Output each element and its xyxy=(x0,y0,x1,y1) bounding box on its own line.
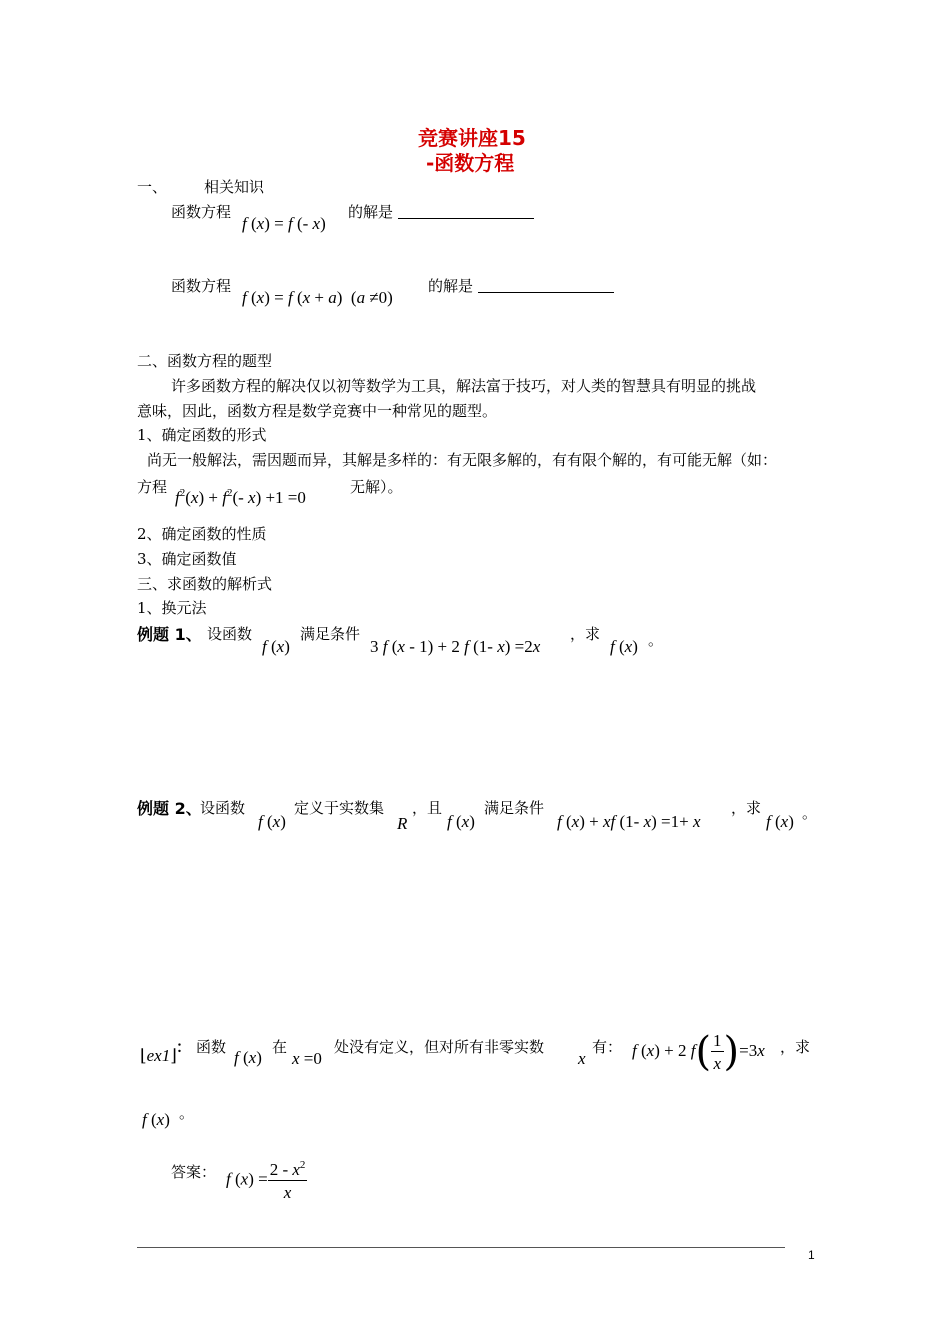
ex1-equation: f (x) + 2 f( $\frac{1}{x}$ )=3x xyxy=(632,1029,765,1075)
answer-label: 答案： xyxy=(171,1163,217,1181)
ex1-fx: f (x) xyxy=(234,1048,262,1067)
example2-find-fx: f (x) xyxy=(766,812,794,831)
example2-text5: ，求 xyxy=(731,799,762,817)
q1-prefix: 函数方程 xyxy=(171,203,232,221)
example1-equation: 3 f (x - 1) + 2 f (1- x) =2x xyxy=(370,637,541,656)
example2-end: 。 xyxy=(802,804,818,822)
section2-item3: 3、确定函数值 xyxy=(137,550,237,568)
ex1-var-x: x xyxy=(578,1049,586,1068)
example1-text3: ，求 xyxy=(570,625,601,643)
section2-item2: 2、确定函数的性质 xyxy=(137,525,267,543)
section2-para-line1: 许多函数方程的解决仅以初等数学为工具，解法富于技巧，对人类的智慧具有明显的挑战 xyxy=(171,377,757,395)
answer-formula: f (x) = $\frac{2 - x^2}{x}$ xyxy=(226,1159,306,1202)
no-solution-equation: $f^2(x) + f^2(-$ x) +1 =0 xyxy=(175,487,306,507)
q1-suffix: 的解是 xyxy=(348,203,394,221)
section2-eq-prefix: 方程 xyxy=(137,478,168,496)
ex1-colon: ： xyxy=(176,1038,192,1056)
example1-find-fx: f (x) xyxy=(610,637,638,656)
section2-eq-suffix: 无解）。 xyxy=(350,478,403,496)
section2-item1: 1、确定函数的形式 xyxy=(137,426,267,444)
example1-end: 。 xyxy=(648,631,664,649)
example2-text1: 设函数 xyxy=(200,799,246,817)
ex1-find-fx: f (x) xyxy=(142,1110,170,1129)
q2-prefix: 函数方程 xyxy=(171,277,232,295)
ex1-text5: ，求 xyxy=(780,1038,811,1056)
ex1-text2: 在 xyxy=(272,1038,288,1056)
section2-para-line2: 意味，因此，函数方程是数学竞赛中一种常见的题型。 xyxy=(137,402,498,420)
footer-divider xyxy=(137,1247,785,1248)
ex1-text3: 处没有定义，但对所有非零实数 xyxy=(334,1038,545,1056)
ex1-label: ⌊ex1⌋ xyxy=(140,1046,177,1065)
q2-suffix: 的解是 xyxy=(428,277,474,295)
title-line-2: -函数方程 xyxy=(426,151,515,175)
ex1-text4: 有： xyxy=(592,1038,623,1056)
page-number: 1 xyxy=(808,1248,815,1262)
example2-set-r: R xyxy=(397,814,408,833)
example2-equation: f (x) + xf (1- x) =1+ x xyxy=(557,812,701,831)
example2-fx: f (x) xyxy=(258,812,286,831)
q1-answer-blank[interactable] xyxy=(398,218,534,219)
section1-heading: 相关知识 xyxy=(204,178,265,196)
example2-fx-2: f (x) xyxy=(447,812,475,831)
example2-text2: 定义于实数集 xyxy=(294,799,385,817)
section1-number: 一、 xyxy=(137,178,168,196)
section2-item1-line1: 尚无一般解法，需因题而异，其解是多样的：有无限多解的，有有限个解的，有可能无解（如： xyxy=(147,451,778,469)
ex1-end: 。 xyxy=(179,1104,195,1122)
example1-label: 例题 1、 xyxy=(137,625,202,644)
section3-item1: 1、换元法 xyxy=(137,599,207,617)
example2-text4: 满足条件 xyxy=(484,799,545,817)
ex1-x-eq-0: x =0 xyxy=(292,1049,322,1068)
q2-equation: f (x) = f (x + a) (a ≠0) xyxy=(242,288,393,307)
example2-text3: ，且 xyxy=(412,799,443,817)
q1-equation: f (x) = f (- x) xyxy=(242,214,326,233)
example1-text2: 满足条件 xyxy=(300,625,361,643)
example1-fx: f (x) xyxy=(262,637,290,656)
ex1-text1: 函数 xyxy=(196,1038,227,1056)
title-line-1: 竞赛讲座15 xyxy=(418,126,526,150)
q2-answer-blank[interactable] xyxy=(478,292,614,293)
section3-heading: 三、求函数的解析式 xyxy=(137,575,273,593)
section2-heading: 二、函数方程的题型 xyxy=(137,352,273,370)
example2-label: 例题 2、 xyxy=(137,799,202,818)
example1-text1: 设函数 xyxy=(207,625,253,643)
